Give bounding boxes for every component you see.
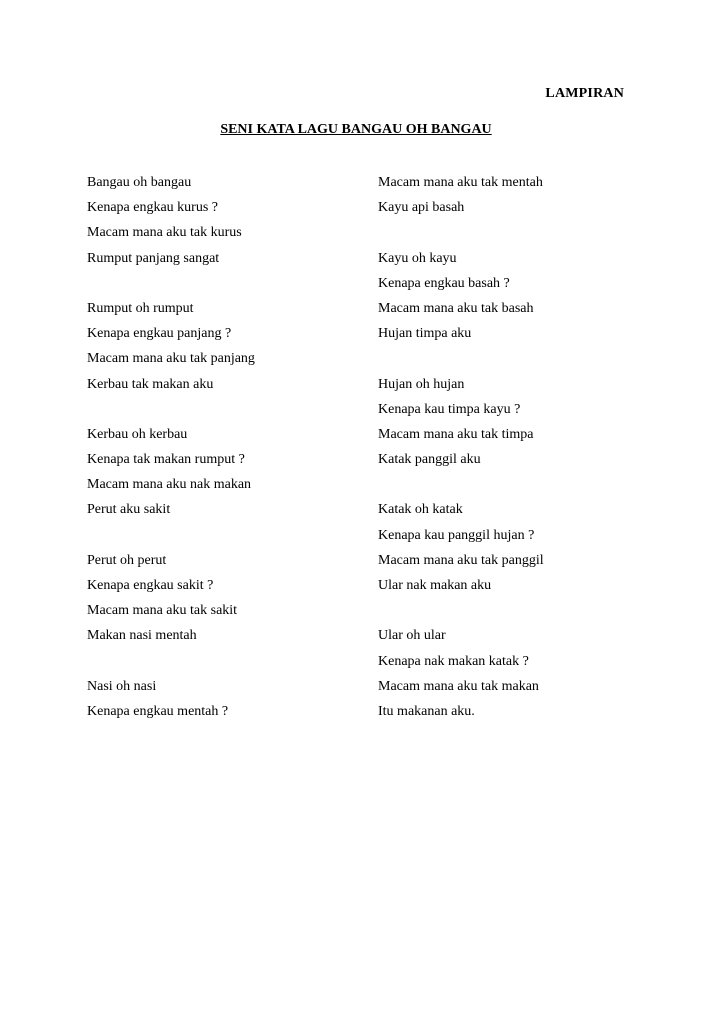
lyric-line: Macam mana aku tak mentah — [378, 175, 543, 190]
lyric-line: Kenapa nak makan katak ? — [378, 653, 529, 669]
lyric-line: Macam mana aku tak makan — [378, 678, 539, 694]
appendix-label: LAMPIRAN — [545, 86, 624, 101]
lyric-line: Kerbau tak makan aku — [87, 376, 214, 392]
page-title: SENI KATA LAGU BANGAU OH BANGAU — [220, 122, 492, 137]
lyric-line: Kenapa kau timpa kayu ? — [378, 401, 521, 417]
lyric-line: Macam mana aku tak kurus — [87, 225, 242, 241]
lyric-line: Kenapa engkau kurus ? — [87, 200, 219, 216]
lyric-line: Macam mana aku tak sakit — [87, 603, 238, 619]
lyric-line — [87, 649, 255, 674]
lyric-line: Kenapa engkau panjang ? — [87, 326, 232, 342]
lyric-line: Rumput panjang sangat — [87, 250, 220, 266]
lyric-line — [87, 397, 255, 422]
lyric-line: Kenapa engkau mentah ? — [87, 703, 229, 719]
lyric-line: Kenapa engkau basah ? — [378, 275, 510, 291]
lyric-line: Perut aku sakit — [87, 502, 171, 518]
lyrics-right-column — [378, 170, 544, 724]
lyric-line — [378, 598, 544, 623]
lyric-line: Itu makanan aku. — [378, 703, 475, 719]
lyric-line: Macam mana aku tak basah — [378, 300, 534, 316]
lyric-line: Kayu oh kayu — [378, 250, 457, 266]
lyric-line: Macam mana aku tak panggil — [378, 552, 544, 568]
lyric-line: Macam mana aku tak timpa — [378, 426, 534, 442]
lyric-line: Macam mana aku nak makan — [87, 477, 252, 493]
lyric-line: Hujan timpa aku — [378, 326, 472, 342]
lyric-line: Ular nak makan aku — [378, 578, 492, 593]
lyric-line — [378, 472, 544, 497]
lyric-line: Nasi oh nasi — [87, 678, 157, 694]
lyric-line: Macam mana aku tak panjang — [87, 351, 255, 367]
lyric-line — [87, 271, 255, 296]
lyric-line — [378, 220, 544, 245]
lyric-line: Katak oh katak — [378, 502, 463, 518]
lyric-line: Katak panggil aku — [378, 452, 481, 468]
lyric-line: Kayu api basah — [378, 200, 465, 216]
lyric-line: Kenapa kau panggil hujan ? — [378, 527, 535, 543]
lyric-line: Kenapa tak makan rumput ? — [87, 452, 245, 468]
lyric-line: Ular oh ular — [378, 628, 446, 644]
lyric-line: Bangau oh bangau — [87, 175, 192, 190]
lyric-line: Rumput oh rumput — [87, 300, 194, 316]
lyric-line — [87, 523, 255, 548]
lyric-line: Hujan oh hujan — [378, 376, 465, 392]
lyric-line: Kenapa engkau sakit ? — [87, 578, 214, 593]
lyric-line: Kerbau oh kerbau — [87, 426, 188, 442]
lyric-line — [378, 346, 544, 371]
lyrics-left-column — [87, 170, 255, 724]
lyric-line: Perut oh perut — [87, 552, 167, 568]
lyric-line: Makan nasi mentah — [87, 628, 197, 644]
